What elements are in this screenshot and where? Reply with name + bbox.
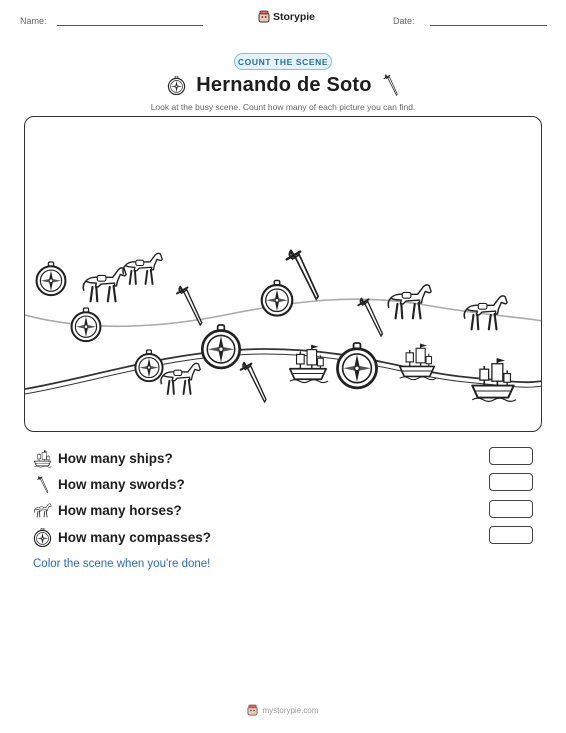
name-line[interactable] <box>57 25 203 26</box>
title-row <box>0 73 566 97</box>
compass-icon <box>72 308 101 341</box>
question-horses <box>33 500 182 520</box>
answer-box-swords[interactable] <box>489 473 533 491</box>
brand-name: Storypie <box>273 10 316 23</box>
horse-icon <box>161 363 200 394</box>
question-text: How many compasses? <box>58 529 212 545</box>
compass-icon <box>167 76 186 95</box>
date-label: Date: <box>393 16 415 26</box>
counting-scene <box>24 116 542 432</box>
closing-note: Color the scene when you're done! <box>33 558 211 570</box>
question-ships <box>33 448 173 468</box>
sword-icon <box>177 286 202 325</box>
storypie-logo-icon <box>247 704 258 716</box>
page-title: Hernando de Soto <box>196 73 372 96</box>
scene-illustration <box>25 117 542 432</box>
brand-logo <box>258 10 315 23</box>
compass-icon <box>262 281 293 316</box>
instructions: Look at the busy scene. Count how many of each picture you can find. <box>150 102 416 112</box>
name-label: Name: <box>20 16 47 26</box>
sword-icon <box>33 475 52 494</box>
sword-icon <box>382 73 399 97</box>
question-compasses <box>33 527 211 547</box>
horse-icon <box>33 501 52 520</box>
compass-icon <box>337 343 376 388</box>
footer-url[interactable]: mystorypie.com <box>262 705 319 715</box>
sword-icon <box>358 298 382 336</box>
worksheet-type-badge: COUNT THE SCENE <box>234 53 332 70</box>
storypie-logo-icon <box>258 10 270 23</box>
question-text: How many swords? <box>58 476 185 492</box>
question-swords <box>33 474 185 494</box>
sword-icon <box>241 362 266 402</box>
sword-icon <box>287 250 318 299</box>
answer-box-ships[interactable] <box>489 447 533 465</box>
compass-icon <box>37 262 66 295</box>
answer-box-horses[interactable] <box>489 500 533 518</box>
horse-icon <box>83 268 126 301</box>
date-line[interactable] <box>430 25 547 26</box>
footer <box>0 704 566 716</box>
ship-icon <box>33 449 52 468</box>
ship-icon <box>400 344 436 380</box>
compass-icon <box>135 350 162 381</box>
compass-icon <box>202 325 239 368</box>
ship-icon <box>472 358 516 401</box>
question-text: How many horses? <box>58 502 182 518</box>
horse-icon <box>123 253 162 284</box>
compass-icon <box>33 528 52 547</box>
answer-box-compasses[interactable] <box>489 526 533 544</box>
question-text: How many ships? <box>58 450 173 466</box>
